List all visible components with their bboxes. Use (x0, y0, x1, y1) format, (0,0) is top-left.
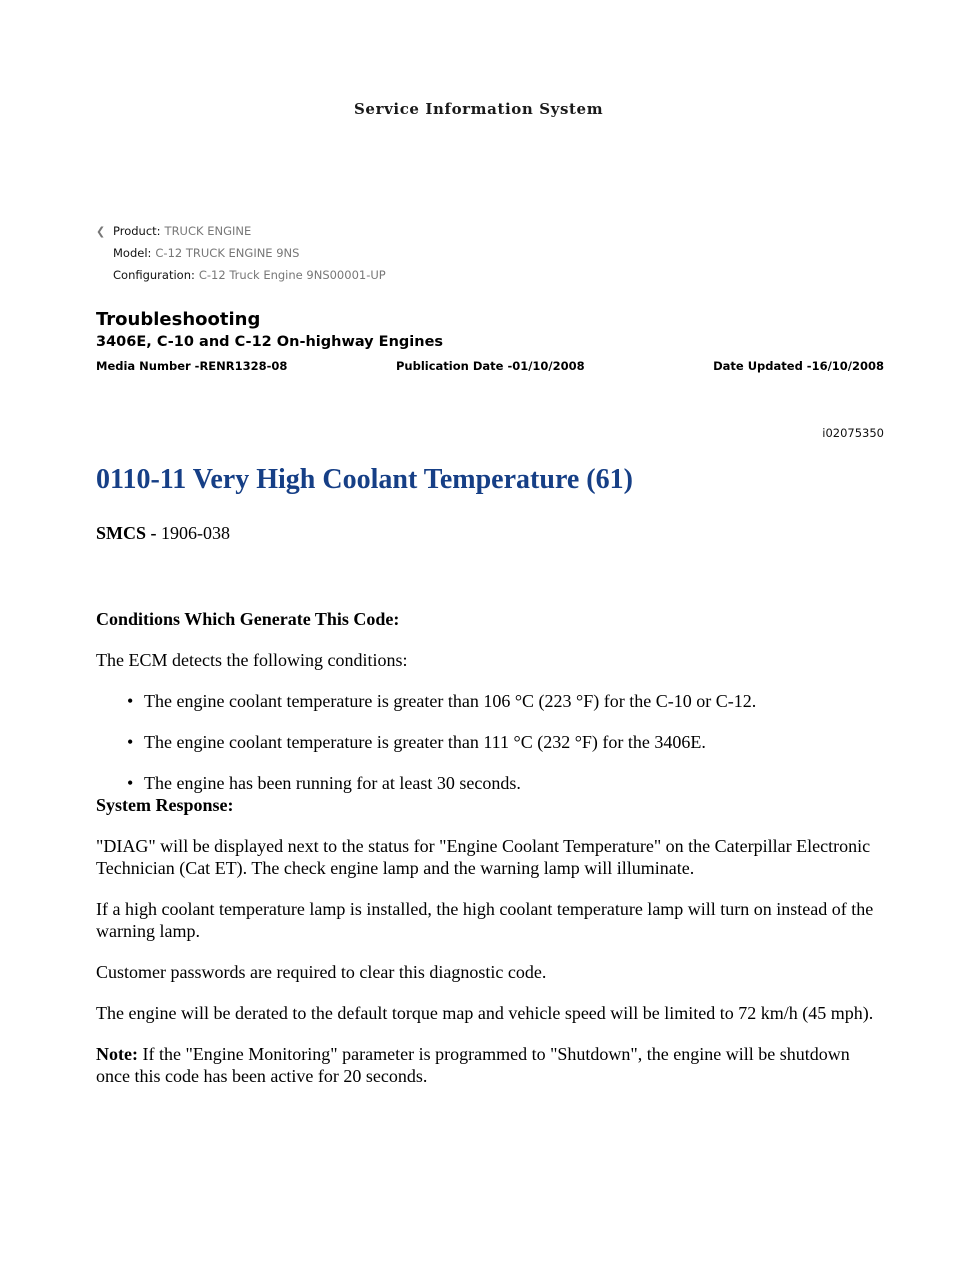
publication-info (96, 359, 884, 375)
smcs-code (96, 523, 230, 544)
list-item: • The engine coolant temperature is greater than 106 °C (223 °F) for the C-10 or C-12. (127, 690, 886, 712)
product-meta (96, 223, 386, 289)
publication-date: Publication Date -01/10/2008 (396, 359, 585, 373)
page-title: 0110-11 Very High Coolant Temperature (61) (96, 464, 633, 495)
conditions-heading: Conditions Which Generate This Code: (96, 609, 400, 629)
section-title: Troubleshooting (96, 309, 261, 330)
configuration-label: Configuration: (113, 268, 195, 282)
list-item: • The engine has been running for at least 30 seconds. (127, 772, 886, 794)
configuration-value: C-12 Truck Engine 9NS00001-UP (198, 268, 386, 282)
document-body (96, 608, 886, 1106)
smcs-label: SMCS - (96, 523, 162, 543)
product-row (96, 223, 386, 245)
paragraph: The engine will be derated to the default torque map and vehicle speed will be limited to 72 km/h (45 mph). (96, 1003, 874, 1023)
media-number: Media Number -RENR1328-08 (96, 359, 288, 373)
note-paragraph (96, 1043, 886, 1087)
smcs-value: 1906-038 (161, 523, 231, 543)
system-response-heading: System Response: (96, 795, 234, 815)
conditions-list (96, 690, 886, 794)
document-id: i02075350 (822, 426, 884, 440)
list-item: • The engine coolant temperature is greater than 111 °C (232 °F) for the 3406E. (127, 731, 886, 753)
model-row (96, 245, 386, 267)
service-information-system-logo: Service Information System (354, 100, 604, 118)
configuration-row (96, 267, 386, 289)
chevron-left-icon[interactable]: ❮ (96, 225, 106, 238)
model-label: Model: (113, 246, 152, 260)
product-label: Product: (113, 224, 161, 238)
paragraph: If a high coolant temperature lamp is installed, the high coolant temperature lamp will turn on instead of the warning lamp. (96, 899, 874, 941)
product-value: TRUCK ENGINE (164, 224, 252, 238)
note-label: Note: (96, 1044, 138, 1064)
paragraph: Customer passwords are required to clear this diagnostic code. (96, 962, 547, 982)
model-value: C-12 TRUCK ENGINE 9NS (155, 246, 300, 260)
date-updated: Date Updated -16/10/2008 (713, 359, 884, 373)
conditions-intro: The ECM detects the following conditions: (96, 650, 408, 670)
paragraph: "DIAG" will be displayed next to the status for "Engine Coolant Temperature" on the Caterpillar Electronic Technician (Cat ET). The check engine lamp and the warning lamp will illuminate. (96, 836, 871, 878)
manual-subtitle: 3406E, C-10 and C-12 On-highway Engines (96, 334, 444, 350)
note-text: If the "Engine Monitoring" parameter is programmed to "Shutdown", the engine will be shutdown once this code has been active for 20 seconds. (96, 1044, 850, 1086)
